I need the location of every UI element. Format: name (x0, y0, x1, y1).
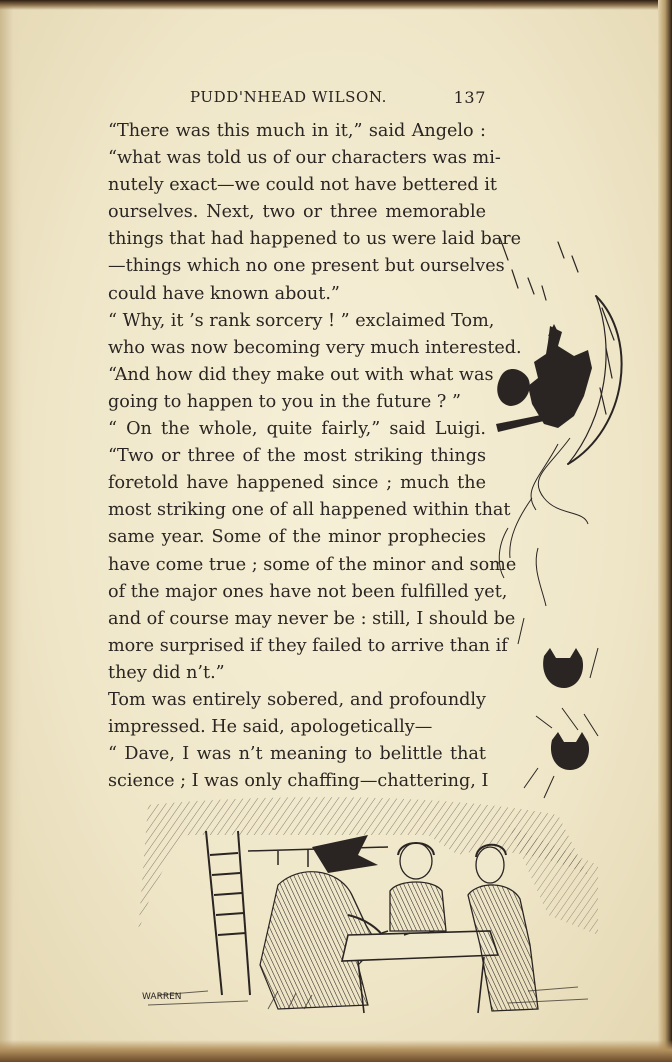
text-line: more surprised if they failed to arrive than if (108, 635, 508, 656)
text-line: impressed. He said, apologetically— (108, 717, 433, 738)
text-line: could have known about.” (108, 283, 340, 304)
text-line: science ; I was only chaffing—chattering, I (108, 771, 489, 792)
text-line: of the major ones have not been fulfilled yet, (108, 581, 508, 602)
text-line: same year. Some of the minor prophecies (108, 527, 486, 548)
text-line: “ Dave, I was n’t meaning to belittle that (108, 744, 486, 765)
page-bottom-edge (0, 1040, 672, 1062)
ladder-chair (206, 831, 250, 995)
text-line: “And how did they make out with what was (108, 364, 494, 385)
young-man (468, 845, 538, 1011)
page-number: 137 (453, 88, 486, 107)
text-line: —things which no one present but ourselves (108, 256, 505, 277)
text-line: have come true ; some of the minor and some (108, 554, 517, 575)
text-line: ourselves. Next, two or three memorable (108, 202, 486, 223)
text-line: most striking one of all happened within that (108, 500, 511, 521)
text-line: “There was this much in it,” said Angelo : (108, 121, 486, 141)
text-line: “Two or three of the most striking things (108, 446, 486, 467)
text-line: and of course may never be : still, I should be (108, 608, 516, 629)
text-line: Tom was entirely sobered, and profoundly (108, 689, 486, 710)
page-header (108, 86, 488, 112)
old-man (390, 843, 446, 931)
text-line: “ On the whole, quite fairly,” said Luigi. (108, 419, 486, 440)
artist-signature: WARREN (142, 992, 182, 1002)
cat-heads (543, 648, 589, 770)
fortune-teller-illustration (128, 795, 598, 1020)
text-line: going to happen to you in the future ? ” (108, 391, 461, 412)
text-line: nutely exact—we could not have bettered it (108, 175, 497, 196)
text-line: “ Why, it ’s rank sorcery ! ” exclaimed Tom, (108, 310, 495, 331)
text-line: who was now becoming very much interested. (108, 337, 522, 358)
page-top-edge (0, 0, 672, 10)
text-line: things that had happened to us were laid bare (108, 229, 522, 250)
body-text (108, 118, 522, 795)
page-right-edge (658, 0, 672, 1062)
text-line: foretold have happened since ; much the (108, 473, 486, 494)
text-line: they did n’t.” (108, 662, 225, 683)
page-gutter-shadow (0, 0, 22, 1062)
text-line: “what was told us of our characters was mi- (108, 148, 501, 169)
witch-figure (496, 324, 592, 432)
witch-moon-ornament (488, 228, 628, 828)
running-head: PUDD'NHEAD WILSON. (190, 88, 388, 106)
